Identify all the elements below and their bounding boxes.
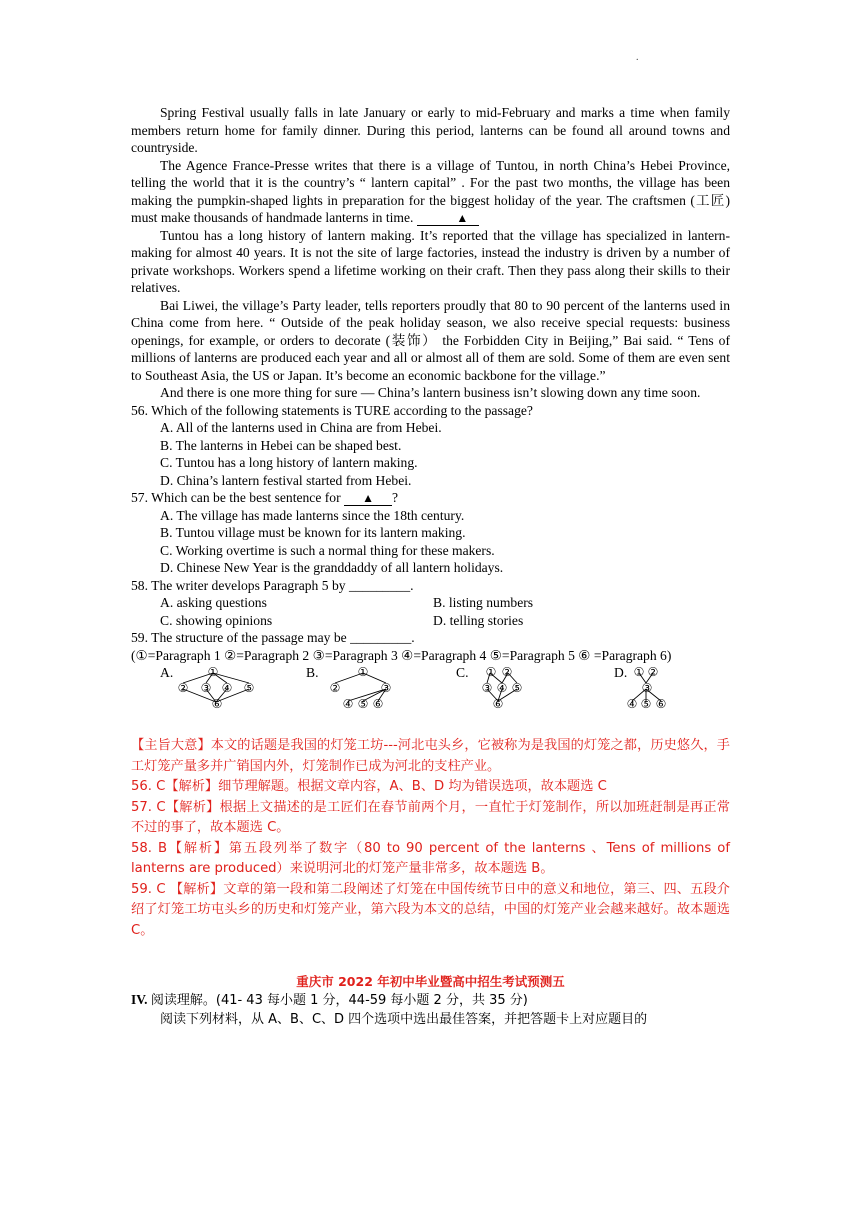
paragraph-4: Bai Liwei, the village’s Party leader, tells reporters proudly that 80 to 90 percent of the lanterns used in China come from here. “ Outside of the peak holiday season, we also receive special requests: business openings, for example, or orders to decorate (装饰） the Forbidden City in Beijing,” Bai said. “ Tens of millions of lanterns are produced each year and all or almost all of them are sold. Some of them are even sent to Southeast Asia, the US or Japan. It’s become an economic backbone for the village.”: [131, 297, 730, 383]
next-exam-title: 重庆市 2022 年初中毕业暨高中招生考试预测五: [296, 974, 565, 989]
q56-option-b: B. The lanterns in Hebei can be shaped best.: [160, 437, 402, 453]
diagram-b-node-5: ⑤: [357, 697, 369, 711]
diagram-a-node-5: ⑤: [243, 681, 255, 695]
diagram-d-node-6: ⑥: [655, 697, 667, 711]
diagram-c: [476, 664, 546, 714]
diagram-d-label: D.: [614, 665, 628, 680]
paragraph-1: Spring Festival usually falls in late January or early to mid-February and marks a time when family members return home for family dinner. During this period, lanterns can be found all around towns and countryside.: [131, 105, 730, 155]
q58-option-a: A. asking questions: [160, 595, 267, 610]
q57-stem: 57. Which can be the best sentence for: [131, 490, 345, 505]
diagram-a-node-1: ①: [207, 665, 219, 679]
answer-56: 56. C【解析】细节理解题。根据文章内容，A、B、D 均为错误选项，故本题选 C: [131, 779, 607, 794]
q57-option-c: C. Working overtime is such a normal thing for these makers.: [160, 542, 495, 558]
diagram-a-node-6: ⑥: [211, 697, 223, 711]
diagram-b-node-4: ④: [342, 697, 354, 711]
answer-summary: 【主旨大意】本文的话题是我国的灯笼工坊---河北屯头乡，它被称为是我国的灯笼之都，历史悠久，手工灯笼产量多并广销国内外，灯笼制作已成为河北的支柱产业。: [131, 738, 730, 774]
diagram-c-node-1: ①: [485, 665, 497, 679]
diagram-b-label: B.: [306, 665, 319, 680]
diagram-b-node-1: ①: [357, 665, 369, 679]
diagram-b-node-2: ②: [329, 681, 341, 695]
diagram-b-node-3: ③: [380, 681, 392, 695]
diagram-a-node-3: ③: [200, 681, 212, 695]
diagram-c-node-5: ⑤: [511, 681, 523, 695]
diagram-d-node-5: ⑤: [640, 697, 652, 711]
diagram-b: [323, 664, 413, 714]
question-57: [131, 489, 730, 507]
question-56: 56. Which of the following statements is TURE according to the passage?: [131, 402, 533, 418]
answer-57: 57. C【解析】根据上文描述的是工匠们在春节前两个月，一直忙于灯笼制作，所以加班赶制是再正常不过的事了，故本题选 C。: [131, 799, 730, 835]
diagram-c-node-6: ⑥: [492, 697, 504, 711]
paragraph-2: [131, 157, 730, 227]
answer-59: 59. C 【解析】文章的第一段和第二段阐述了灯笼在中国传统节日中的意义和地位，第三、四、五段介绍了灯笼工坊屯头乡的历史和灯笼产业，第六段为本文的总结，中国的灯笼产业会越来越好。故本题选 C。: [131, 881, 730, 938]
diagram-d-node-4: ④: [626, 697, 638, 711]
diagram-d: [621, 664, 691, 714]
q58-options-row-2: [131, 612, 730, 630]
diagram-a: [171, 664, 261, 714]
q59-paragraph-key: (①=Paragraph 1 ②=Paragraph 2 ③=Paragraph 3 ④=Paragraph 4 ⑤=Paragraph 5 ⑥ =Paragraph 6): [131, 647, 672, 663]
paragraph-2-text: The Agence France-Presse writes that there is a village of Tuntou, in north China’s Hebei Province, telling the world that it is the country’s “ lantern capital” . For the past two months, the village has been making the pumpkin-shaped lights in preparation for the biggest holiday of the year. The craftsmen (工匠) must make thousands of handmade lanterns in time.: [131, 157, 730, 225]
q58-option-c: C. showing opinions: [160, 612, 273, 628]
diagram-d-node-2: ②: [647, 665, 659, 679]
diagram-c-node-4: ④: [496, 681, 508, 695]
answer-58: 58. B【解析】第五段列举了数字（80 to 90 percent of the lanterns 、Tens of millions of lanterns are produced）来说明河北的灯笼产量非常多，故本题选 B。: [131, 840, 730, 876]
section-heading-text: 阅读理解。(41- 43 每小题 1 分，44-59 每小题 2 分，共 35 分): [150, 992, 528, 1008]
diagram-c-node-3: ③: [481, 681, 493, 695]
q56-option-c: C. Tuntou has a long history of lantern making.: [160, 455, 418, 470]
q57-option-b: B. Tuntou village must be known for its lantern making.: [160, 525, 466, 540]
diagram-a-node-2: ②: [177, 681, 189, 695]
page-dot: .: [636, 52, 639, 63]
question-58: 58. The writer develops Paragraph 5 by _________.: [131, 577, 414, 593]
diagram-b-node-6: ⑥: [372, 697, 384, 711]
q56-option-a: A. All of the lanterns used in China are from Hebei.: [160, 420, 442, 435]
diagram-c-node-2: ②: [501, 665, 513, 679]
paragraph-3: Tuntou has a long history of lantern making. It’s reported that the village has specialized in lantern-making for almost 40 years. It is not the site of large factories, instead the industry is driven by a number of private workshops. Workers spend a lifetime working on their craft. Then they pass along their skills to their relatives.: [131, 227, 730, 295]
question-59: 59. The structure of the passage may be _________.: [131, 630, 415, 645]
q58-options-row-1: [131, 594, 730, 612]
q57-option-a: A. The village has made lanterns since the 18th century.: [160, 507, 465, 523]
paragraph-5: And there is one more thing for sure — China’s lantern business isn’t slowing down any time soon.: [160, 385, 701, 400]
diagram-d-node-3: ③: [641, 681, 653, 695]
q57-option-d: D. Chinese New Year is the granddaddy of all lantern holidays.: [160, 560, 504, 575]
diagram-a-node-4: ④: [221, 681, 233, 695]
blank-marker: ▲: [417, 211, 479, 226]
q57-stem-end: ?: [392, 490, 399, 505]
diagram-a-label: A.: [160, 665, 174, 680]
section-instruction: 阅读下列材料，从 A、B、C、D 四个选项中选出最佳答案，并把答题卡上对应题目的: [160, 1012, 648, 1027]
answer-analysis: [131, 736, 730, 941]
section-heading: [131, 991, 730, 1010]
q59-structure-diagrams: [131, 664, 730, 726]
q56-option-d: D. China’s lantern festival started from Hebei.: [160, 472, 412, 488]
q58-option-d: D. telling stories: [433, 612, 524, 628]
q57-blank-marker: ▲: [344, 491, 392, 506]
section-heading-roman: IV.: [131, 991, 148, 1007]
diagram-c-label: C.: [456, 665, 469, 680]
q58-option-b: B. listing numbers: [433, 595, 534, 610]
diagram-d-node-1: ①: [633, 665, 645, 679]
document-page: [131, 104, 730, 1031]
